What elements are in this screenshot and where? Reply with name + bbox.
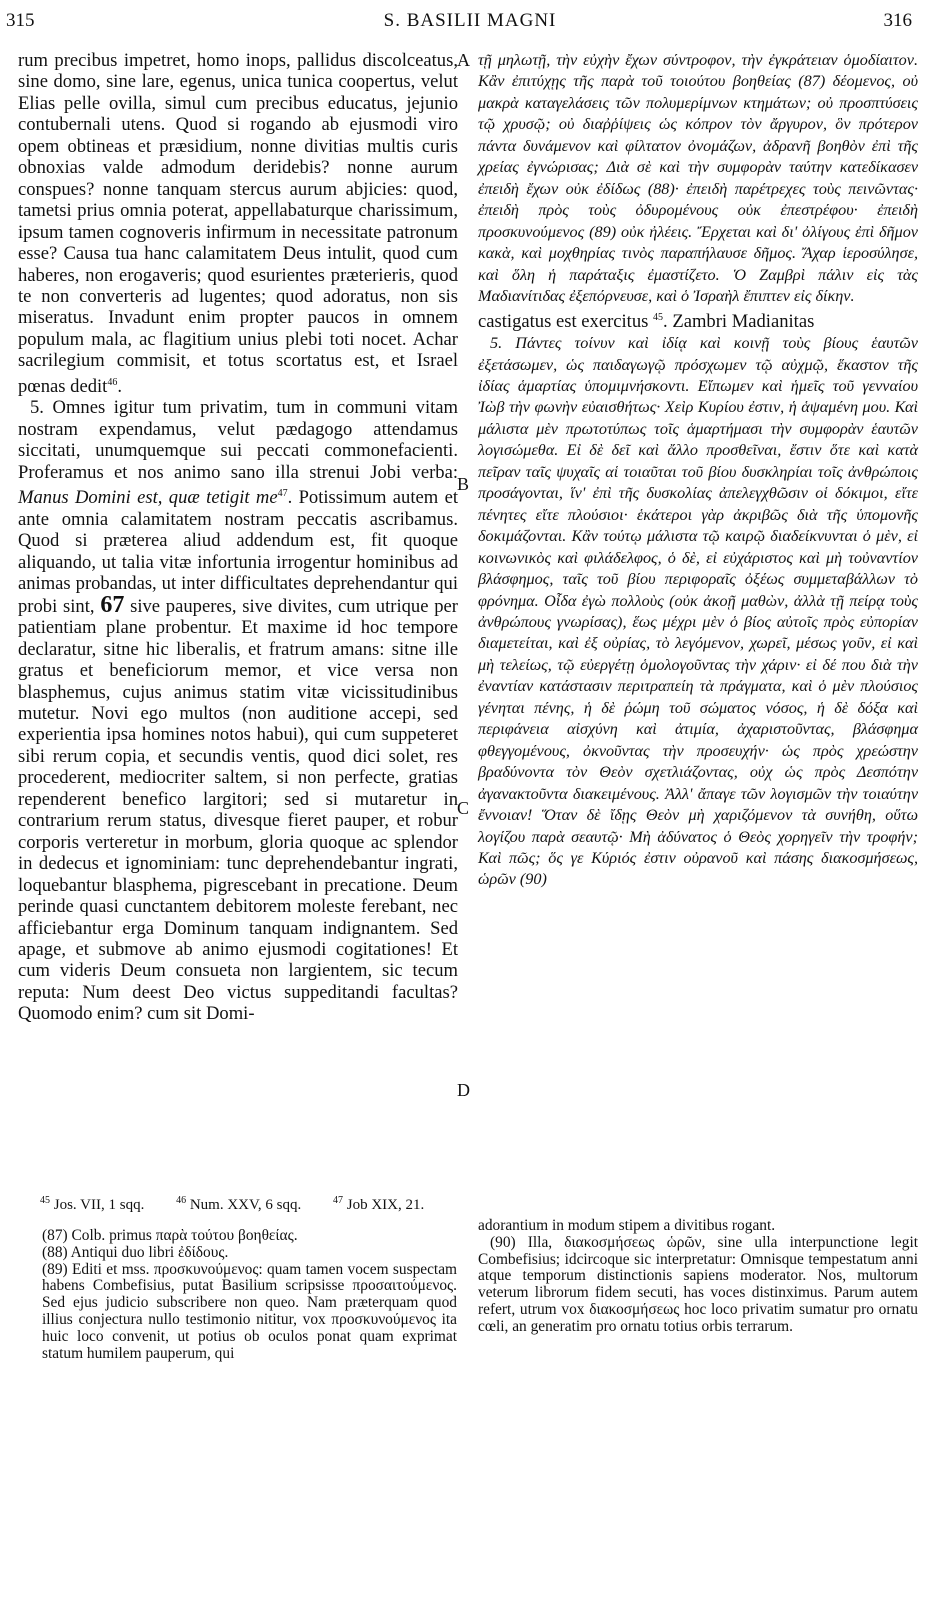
- footnote-ref-46: 46: [107, 376, 118, 388]
- note-87: (87) Colb. primus παρὰ τούτου βοηθείας.: [42, 1227, 298, 1244]
- running-title: S. BASILII MAGNI: [383, 10, 557, 31]
- scripture-quote: Manus Domini est, quæ tetigit me: [18, 487, 278, 509]
- note-88: (88) Antiqui duo libri ἐδίδους.: [42, 1243, 229, 1261]
- latin-continuation: castigatus est exercitus $^{45}$. Zambri Madianitas: [478, 311, 815, 333]
- note-90: (90) Illa, διακοσμήσεως ὡρῶν, sine ulla interpunctione legit Combefisius; idcircoque sic interpretatur: Omnisque tempestatum anni atque temporum distinctionis sapiens moderator. Nos, multorum veterum librorum fidem secuti, has voces distinximus. Parum autem refert, utrum vox διακοσμήσεως hoc loco privatim sumatur pro ornatu cœli, an generatim pro ornatu totius orbis terrarum.: [478, 1233, 918, 1335]
- footnote-47: $^{47}$ Job XIX, 21.: [332, 1195, 425, 1213]
- margin-marker-a: A: [457, 50, 470, 70]
- margin-marker-d: D: [457, 1080, 470, 1100]
- latin-paragraph-1: rum precibus impetret, homo inops, pallidus discolceatus, sine domo, sine lare, egenus, unica tunica coopertus, velut Elias pelle ovilla, simul cum precibus educatus, jejunio contubernali utens. Quod si rogando ab ejusmodi viro opem obtineas et præsidium, nonne divitias multis curis obnoxias valde admodum deridebis? nonne aurum conspues? nonne tanquam stercus aurum abjicies: quod, tametsi prius omnia poterat, appellabaturque charissimum, ipsum tamen cognoveris infirmum in necessitate patronum esse? Causa tua hanc calamitatem Deus intulit, quod cum haberes, non erogaveris; quod esurientes præterieris, quod te non converteris ad lugentes; quod adoratus, non sis miseratus. Invadunt enim propter paucos in omnem populum mala, ac flagitium unius plebi toti nocet. Achar sacrilegium commisit, et totus scortatus est, et Israel pœnas dedit$^{46}$.: [18, 50, 458, 397]
- editor-notes-right: [478, 1218, 918, 1336]
- footnote-ref-47: 47: [277, 488, 288, 500]
- greek-paragraph-1: τῇ μηλωτῇ, τὴν εὐχὴν ἔχων σύντροφον, τὴν ἐγκράτειαν ὁμοδίαιτον. Κἂν ἐπιτύχῃς τῆς παρὰ τοῦ τοιούτου βοηθείας (87) δέομενος, οὐ μακρὰ καταγελάσεις τῶν πολυμερίμνων κτημάτων; οὐ προσπτύσεις τῷ χρυσῷ; οὐ διαῤῥίψεις ὡς κόπρον τὸν ἄργυρον, ὃν πρότερον πάντα δυνάμενον καὶ φίλτατον ὀνομάζων, ἀδρανῆ βοηθὸν ἐπὶ τῆς χρείας ἐγνώρισας; Διὰ σὲ καὶ τὴν συμφορὰν ταύτην κατεδίκασεν ἐπειδὴ ἔχων οὐκ ἐδίδως (88)· ἐπειδὴ παρέτρεχες τοὺς πεινῶντας· ἐπειδὴ πρὸς τοὺς ὀδυρομένους οὐκ ἐπεστρέφου· ἐπειδὴ προσκυνούμενος (89) οὐκ ἠλέεις. Ἔρχεται καὶ δι' ὀλίγους ἐπὶ δῆμον κακὰ, καὶ μοχθηρίας τινὸς παραπήλαυσε δῆμος. Ἄχαρ ἱεροσύλησε, καὶ ὅλη ἡ παράταξις ἐμαστίζετο. Ὁ Ζαμβρὶ πάλιν εἰς τὰς Μαδιανίτιδας ἐξεπόρνευσε, καὶ ὁ Ἰσραὴλ ἔπιπτεν εἰς δίκην.: [478, 51, 918, 305]
- page-number-left: 315: [6, 10, 35, 31]
- editor-notes-left: [42, 1228, 457, 1362]
- footnote-45: $^{45}$ Jos. VII, 1 sqq.: [40, 1195, 145, 1213]
- page-number-right: 316: [883, 10, 912, 31]
- margin-marker-b: B: [457, 474, 470, 494]
- margin-marker-c: C: [457, 798, 470, 818]
- column-number: 67: [100, 591, 125, 618]
- latin-paragraph-2: 5. Omnes igitur tum privatim, tum in communi vitam nostram expendamus, velut pædagogo attendamus siccitati, unumquemque sui peccati commonefacienti. Proferamus et nos animo sano illa strenui Jobi verba: Manus Domini est, quæ tetigit $me^{47}$. Potissimum autem et ante omnia calamitatem nostram peccatis ascribamus. Quod si præterea aliud addendum est, fit quoque aliquando, ut talia vitæ infortunia irrogentur hominibus ad animas probandas, ut inter difficultates deprehendantur qui probi sint, 67 sive pauperes, sive divites, cum utrique per patientiam plane probentur. Et maxime id hoc tempore declaratur, sitne hic liberalis, et fratrum amans: sitne ille gratus et beneficiorum memor, et vice versa non blasphemus, cujus animus statim vitæ vicissitudinibus mutetur. Novi ego multos (non auditione accepi, sed experientia ipsa homines notos habui), qui cum suppeteret sibi rerum copia, et secundis ventis, quod dici solet, res procederent, mediocriter saltem, si non perfecte, gratias rependerent benefico largitori; sed si mutaretur in contrarium rerum status, divesque fieret pauper, et robur corporis verteretur in morbum, gloria quoque ac splendor in dedecus et ignominiam: tunc deprehendebantur ingrati, loquebantur blasphema, pigrescebant in precatione. Deum perinde quasi cunctantem debitorem moleste ferebant, nec afficiebantur erga Dominum tanquam indignantem. Sed apage, et submove ab animo ejusmodi cogitationes! Et cum videris Deum consueta non largientem, sic tecum reputa: Num deest Deo victus suppeditandi facultas? Quomodo enim? cum sit Domi-: [18, 397, 458, 1025]
- greek-column: [478, 50, 918, 891]
- latin-column: [18, 50, 458, 1025]
- footnote-46: $^{46}$ Num. XXV, 6 sqq.: [176, 1195, 302, 1213]
- page-header: [0, 10, 940, 40]
- note-89-continuation: adorantium in modum stipem a divitibus rogant.: [478, 1217, 776, 1234]
- greek-paragraph-2: 5. Πάντες τοίνυν καὶ ἰδίᾳ καὶ κοινῇ τοὺς βίους ἑαυτῶν ἐξετάσωμεν, ὡς παιδαγωγῷ πρόσχωμεν τῷ αὐχμῷ, ἕκαστον τῆς ἰδίας ἁμαρτίας ὑπομιμνήσκοντι. Εἴπωμεν καὶ ἡμεῖς τοῦ γενναίου Ἰὼβ τὴν φωνὴν εὐαισθήτως· Χεὶρ Κυρίου ἐστιν, ἡ ἁψαμένη μου. Καὶ μάλιστα μὲν πρωτοτύπως τοῖς ἁμαρτήμασι τὴν συμφορὰν ἑαυτῶν λογισώμεθα. Εἰ δὲ δεῖ καὶ ἄλλο προσθεῖναι, ἔστιν ὅτε καὶ κατὰ πεῖραν ταῖς ψυχαῖς αἱ τοιαῦται τοῦ βίου δυσκληρίαι τοῖς ἀνθρώποις προσάγονται, ἵν' ἐπὶ τῆς δυσκολίας ἀπελεγχθῶσιν οἱ δόκιμοι, εἴτε πένητες εἴτε πλούσιοι· ἑκάτεροι γὰρ ἀκριβῶς διὰ τῆς ὑπομονῆς δοκιμάζονται. Κἂν τούτῳ μάλιστα τῷ καιρῷ διαδείκνυνται ὁ μὲν, εἰ κοινωνικὸς καὶ φιλάδελφος, ὁ δὲ, εἰ εὐχάριστος καὶ μὴ τοὐναντίον βλάσφημος, ταῖς τοῦ βίου περιφοραῖς ὀξέως συμμεταβάλλων τὸ φρόνημα. Οἶδα ἐγὼ πολλοὺς (οὐκ ἀκοῇ μαθὼν, ἀλλὰ τῇ πείρᾳ τοὺς ἀνθρώπους γνωρίσας), ἕως μέχρι μὲν ὁ βίος αὐτοῖς πρὸς εὐπορίαν διαμετείται, καὶ ἐξ οὐρίας, τὸ λεγόμενον, χωρεῖ, μέσως γοῦν, εἰ καὶ μὴ τελείως, τῷ εὐεργέτῃ ὁμολογοῦντας τὴν χάριν· εἰ δέ που διὰ τὴν ἐναντίαν κατάστασιν περιτραπείη τὰ πράγματα, καὶ ὁ μὲν πλούσιος γένηται πένης, ἡ δὲ ῥώμη τοῦ σώματος νόσος, ἡ δὲ δόξα καὶ περιφάνεια αἰσχύνη καὶ ἀτιμία, ἀχαριστοῦντας, βλάσφημα φθεγγομένους, ὀκνοῦντας τὴν προσευχήν· ὡς πρὸς χρεώστην βραδύνοντα τὸν Θεὸν σχετλιάζοντας, οὐχ ὡς πρὸς Δεσπότην ἀγανακτοῦντα διακειμένους. Ἀλλ' ἄπαγε τῶν λογισμῶν τὴν τοιαύτην ἔννοιαν! Ὅταν δὲ ἴδῃς Θεὸν μὴ χαριζόμενον τὰ συνήθη, οὕτω λογίζου παρὰ σεαυτῷ· Μὴ ἀδύνατος ὁ Θεὸς χορηγεῖν τὴν τροφήν; Καὶ πῶς; ὅς γε Κύριός ἐστιν οὐρανοῦ καὶ πάσης διακοσμήσεως, ὡρῶν (90): [478, 334, 918, 889]
- scripture-footnotes: [40, 1195, 920, 1214]
- note-89: (89) Editi et mss. προσκυνούμενος: quam tamen vocem suspectam habens Combefisius, putat Basilium scripsisse προσαιτούμενος. Sed ejus judicio subscribere non queo. Nam præterquam quod illius conjectura nullo testimonio nititur, vox προσκυνούμενος ita huic loco convenit, ut potius ob oculos ponat quam exprimat statum humilem pauperum, qui: [42, 1260, 457, 1362]
